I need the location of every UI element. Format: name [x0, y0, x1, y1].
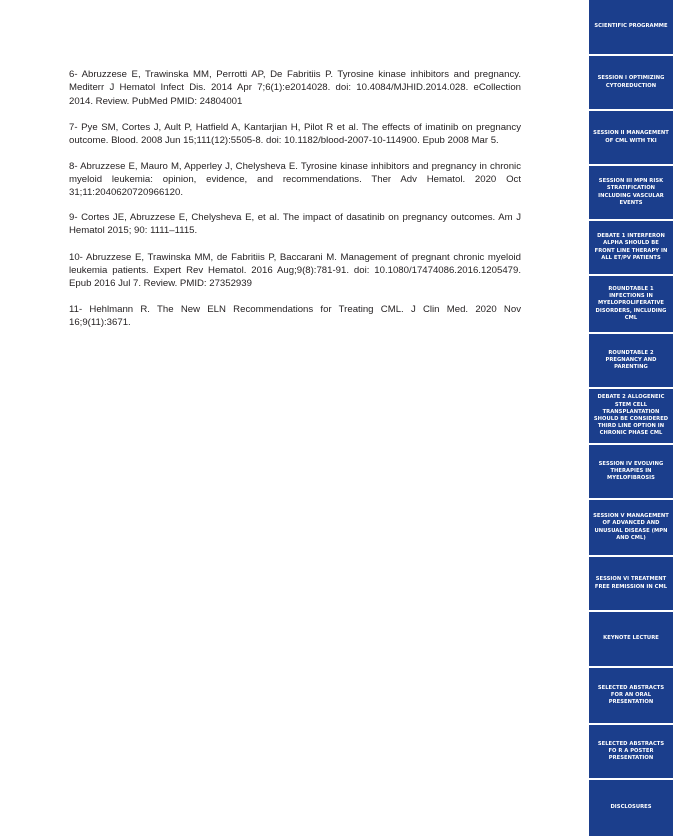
sidebar-item-roundtable-1[interactable]	[589, 276, 673, 334]
sidebar-item-label: ROUNDTABLE 1 INFECTIONS IN MYELOPROLIFERATIVE DISORDERS, INCLUDING CML	[595, 285, 667, 321]
sidebar-item-label: SESSION I OPTIMIZING CYTOREDUCTION	[597, 75, 665, 89]
sidebar-item-session-6[interactable]	[589, 557, 673, 612]
sidebar-nav	[589, 0, 673, 836]
sidebar-item-label: SESSION VI TREATMENT FREE REMISSION IN CML	[594, 576, 668, 590]
reference-10: 10- Abruzzese E, Trawinska MM, de Fabritiis P, Baccarani M. Management of pregnant chronic myeloid leukemia patients. Expert Rev Hematol. 2016 Aug;9(8):781-91. doi: 10.1080/17474086.2016.1205479. Epub 2016 Jul 7. Review. PMID: 27352939	[69, 251, 521, 290]
sidebar-item-keynote-lecture[interactable]	[589, 612, 673, 668]
reference-list	[69, 68, 521, 342]
sidebar-item-label: SESSION II MANAGEMENT OF CML WITH TKI	[593, 130, 669, 144]
sidebar-item-oral-abstracts[interactable]	[589, 668, 673, 725]
sidebar-item-label: SESSION IV EVOLVING THERAPIES IN MYELOFIBROSIS	[598, 460, 664, 482]
sidebar-item-label: ROUNDTABLE 2 PREGNANCY AND PARENTING	[605, 349, 657, 371]
sidebar-item-session-3[interactable]	[589, 166, 673, 221]
sidebar-item-session-2[interactable]	[589, 111, 673, 166]
reference-6: 6- Abruzzese E, Trawinska MM, Perrotti AP, De Fabritiis P. Tyrosine kinase inhibitors and pregnancy. Mediterr J Hematol Infect Dis. 2014 Apr 7;6(1):e2014028. doi: 10.4084/MJHID.2014.028. eCollection 2014. Review. PubMed PMID: 24804001	[69, 69, 521, 107]
sidebar-item-debate-1[interactable]	[589, 221, 673, 276]
sidebar-item-poster-abstracts[interactable]	[589, 725, 673, 780]
sidebar-item-label: DEBATE 2 ALLOGENEIC STEM CELL TRANSPLANTATION SHOULD BE CONSIDERED THIRD LINE OPTION IN CHRONIC PHASE CML	[593, 394, 669, 437]
sidebar-item-label: DISCLOSURES	[610, 804, 652, 811]
sidebar-item-label: SESSION III MPN RISK STRATIFICATION INCLUDING VASCULAR EVENTS	[598, 178, 664, 206]
reference-8: 8- Abruzzese E, Mauro M, Apperley J, Chelysheva E. Tyrosine kinase inhibitors and pregnancy in chronic myeloid leukemia: opinion, evidence, and recommendations. Ther Adv Hematol. 2020 Oct 31;11:2040620720966120.	[69, 160, 521, 199]
sidebar-item-label: DEBATE 1 INTERFERON ALPHA SHOULD BE FRONT LINE THERAPY IN ALL ET/PV PATIENTS	[594, 233, 668, 261]
sidebar-item-label: SELECTED ABSTRACTS FOR AN ORAL PRESENTATION	[597, 684, 665, 706]
sidebar-item-roundtable-2[interactable]	[589, 334, 673, 389]
sidebar-item-session-4[interactable]	[589, 445, 673, 500]
sidebar-item-label: SESSION V MANAGEMENT OF ADVANCED AND UNUSUAL DISEASE (MPN AND CML)	[593, 513, 669, 541]
reference-7: 7- Pye SM, Cortes J, Ault P, Hatfield A, Kantarjian H, Pilot R et al. The effects of imatinib on pregnancy outcome. Blood. 2008 Jun 15;111(12):5505-8. doi: 10.1182/blood-2007-10-114900. Epub 2008 Mar 5.	[69, 121, 521, 147]
sidebar-item-session-1[interactable]	[589, 56, 673, 111]
sidebar-item-label: KEYNOTE LECTURE	[603, 635, 659, 642]
sidebar-item-label: SCIENTIFIC PROGRAMME	[594, 23, 668, 30]
sidebar-item-debate-2[interactable]	[589, 389, 673, 445]
sidebar-item-disclosures[interactable]	[589, 780, 673, 836]
sidebar-item-label: SELECTED ABSTRACTS FO R A POSTER PRESENTATION	[597, 740, 665, 762]
sidebar-item-scientific-programme[interactable]	[589, 0, 673, 56]
reference-11: 11- Hehlmann R. The New ELN Recommendations for Treating CML. J Clin Med. 2020 Nov 16;9(11):3671.	[69, 303, 521, 329]
sidebar-item-session-5[interactable]	[589, 500, 673, 557]
reference-9: 9- Cortes JE, Abruzzese E, Chelysheva E, et al. The impact of dasatinib on pregnancy outcomes. Am J Hematol 2015; 90: 1111–1115.	[69, 211, 521, 237]
